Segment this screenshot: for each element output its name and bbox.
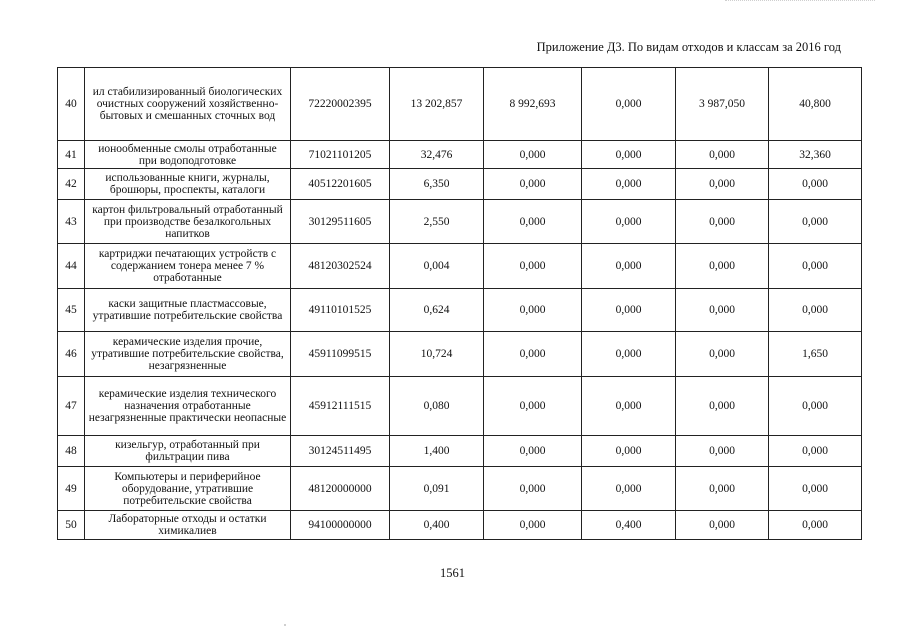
table-row — [58, 141, 862, 169]
value-cell: 0,000 — [769, 244, 862, 289]
table-row — [58, 244, 862, 289]
value-cell: 0,624 — [390, 289, 484, 332]
waste-name: использованные книги, журналы, брошюры, проспекты, каталоги — [85, 169, 291, 200]
table-row — [58, 377, 862, 436]
value-cell: 40,800 — [769, 68, 862, 141]
value-cell: 0,000 — [484, 332, 582, 377]
waste-code: 45911099515 — [291, 332, 390, 377]
waste-name: кизельгур, отработанный при фильтрации пива — [85, 436, 291, 467]
value-cell: 0,000 — [676, 467, 769, 511]
table-row — [58, 511, 862, 540]
value-cell: 0,000 — [582, 467, 676, 511]
value-cell: 0,000 — [582, 289, 676, 332]
row-number: 42 — [58, 169, 85, 200]
waste-name: керамические изделия технического назначения отработанные незагрязненные практически неопасные — [85, 377, 291, 436]
value-cell: 0,000 — [484, 436, 582, 467]
waste-code: 72220002395 — [291, 68, 390, 141]
value-cell: 0,000 — [769, 200, 862, 244]
value-cell: 0,000 — [676, 511, 769, 540]
value-cell: 6,350 — [390, 169, 484, 200]
value-cell: 0,000 — [769, 436, 862, 467]
value-cell: 0,000 — [769, 377, 862, 436]
value-cell: 0,000 — [582, 436, 676, 467]
table-body — [58, 68, 862, 540]
value-cell: 8 992,693 — [484, 68, 582, 141]
row-number: 48 — [58, 436, 85, 467]
table-row — [58, 68, 862, 141]
value-cell: 3 987,050 — [676, 68, 769, 141]
waste-name: керамические изделия прочие, утратившие потребительские свойства, незагрязненные — [85, 332, 291, 377]
waste-name: ил стабилизированный биологических очистных сооружений хозяйственно-бытовых и смешанных сточных вод — [85, 68, 291, 141]
value-cell: 0,000 — [484, 377, 582, 436]
value-cell: 32,360 — [769, 141, 862, 169]
value-cell: 0,400 — [390, 511, 484, 540]
value-cell: 1,650 — [769, 332, 862, 377]
value-cell: 0,080 — [390, 377, 484, 436]
table-row — [58, 289, 862, 332]
value-cell: 0,000 — [582, 141, 676, 169]
value-cell: 13 202,857 — [390, 68, 484, 141]
value-cell: 0,000 — [676, 141, 769, 169]
table-row — [58, 467, 862, 511]
value-cell: 0,000 — [676, 289, 769, 332]
value-cell: 0,000 — [582, 68, 676, 141]
value-cell: 0,000 — [484, 511, 582, 540]
value-cell: 0,000 — [769, 511, 862, 540]
value-cell: 0,000 — [582, 332, 676, 377]
value-cell: 0,000 — [484, 200, 582, 244]
table-row — [58, 332, 862, 377]
waste-name: ионообменные смолы отработанные при водоподготовке — [85, 141, 291, 169]
waste-code: 71021101205 — [291, 141, 390, 169]
value-cell: 0,000 — [676, 377, 769, 436]
value-cell: 0,000 — [676, 436, 769, 467]
value-cell: 0,091 — [390, 467, 484, 511]
waste-code: 94100000000 — [291, 511, 390, 540]
scan-artifact — [284, 624, 286, 626]
value-cell: 0,000 — [484, 467, 582, 511]
scan-artifact — [725, 0, 875, 4]
value-cell: 0,000 — [484, 244, 582, 289]
waste-name: каски защитные пластмассовые, утратившие потребительские свойства — [85, 289, 291, 332]
row-number: 46 — [58, 332, 85, 377]
value-cell: 0,000 — [769, 467, 862, 511]
waste-code: 30124511495 — [291, 436, 390, 467]
waste-name: Лабораторные отходы и остатки химикалиев — [85, 511, 291, 540]
waste-code: 48120302524 — [291, 244, 390, 289]
row-number: 47 — [58, 377, 85, 436]
waste-code: 48120000000 — [291, 467, 390, 511]
row-number: 40 — [58, 68, 85, 141]
value-cell: 0,000 — [769, 289, 862, 332]
value-cell: 0,000 — [484, 289, 582, 332]
table-row — [58, 436, 862, 467]
row-number: 45 — [58, 289, 85, 332]
row-number: 43 — [58, 200, 85, 244]
value-cell: 0,000 — [582, 200, 676, 244]
waste-code: 45912111515 — [291, 377, 390, 436]
table-row — [58, 169, 862, 200]
waste-name: картриджи печатающих устройств с содержанием тонера менее 7 % отработанные — [85, 244, 291, 289]
waste-code: 49110101525 — [291, 289, 390, 332]
page-header: Приложение Д3. По видам отходов и классам за 2016 год — [536, 40, 841, 54]
page-number: 1561 — [440, 566, 465, 580]
value-cell: 0,000 — [484, 169, 582, 200]
waste-name: Компьютеры и периферийное оборудование, утратившие потребительские свойства — [85, 467, 291, 511]
value-cell: 0,000 — [484, 141, 582, 169]
row-number: 41 — [58, 141, 85, 169]
waste-code: 30129511605 — [291, 200, 390, 244]
waste-table — [57, 67, 862, 540]
value-cell: 10,724 — [390, 332, 484, 377]
value-cell: 1,400 — [390, 436, 484, 467]
value-cell: 0,000 — [582, 377, 676, 436]
table-row — [58, 200, 862, 244]
value-cell: 0,000 — [676, 169, 769, 200]
value-cell: 0,000 — [676, 200, 769, 244]
value-cell: 0,000 — [769, 169, 862, 200]
row-number: 50 — [58, 511, 85, 540]
value-cell: 2,550 — [390, 200, 484, 244]
value-cell: 0,400 — [582, 511, 676, 540]
value-cell: 0,000 — [676, 244, 769, 289]
value-cell: 0,000 — [582, 244, 676, 289]
value-cell: 0,004 — [390, 244, 484, 289]
row-number: 49 — [58, 467, 85, 511]
waste-name: картон фильтровальный отработанный при производстве безалкогольных напитков — [85, 200, 291, 244]
value-cell: 0,000 — [676, 332, 769, 377]
value-cell: 32,476 — [390, 141, 484, 169]
row-number: 44 — [58, 244, 85, 289]
waste-code: 40512201605 — [291, 169, 390, 200]
value-cell: 0,000 — [582, 169, 676, 200]
